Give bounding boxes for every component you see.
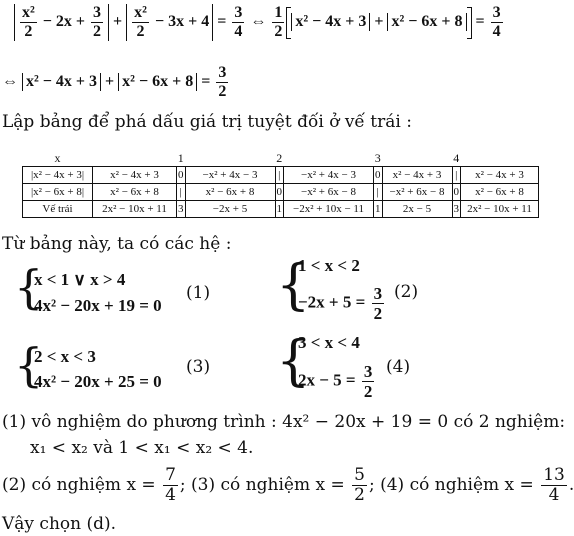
plus-sign: + <box>105 73 115 91</box>
system-3-tag: (3) <box>186 357 211 377</box>
abs-term-3: x² − 4x + 3 <box>291 13 370 31</box>
table-row <box>23 167 539 184</box>
text: (2) có nghiệm x = <box>2 475 156 495</box>
frac-num: x² <box>134 4 147 21</box>
table-cell: | <box>275 167 284 184</box>
system-2-line-1: 1 < x < 2 <box>298 256 360 275</box>
frac-num: 1 <box>274 4 283 21</box>
table-cell: | <box>177 184 186 201</box>
iff-symbol: ⇔ <box>250 13 267 31</box>
table-row <box>23 201 539 218</box>
header-cell: x <box>23 150 93 167</box>
equation-line-2 <box>2 64 230 101</box>
header-cell: 1 <box>177 150 184 165</box>
frac-den: 4 <box>165 485 176 505</box>
system-4-tag: (4) <box>386 357 411 377</box>
frac-den: 2 <box>373 304 383 323</box>
system-1-tag: (1) <box>186 283 211 303</box>
table-cell: 2x² − 10x + 11 <box>93 201 177 218</box>
abs-term-2 <box>126 4 213 41</box>
system-3-line-1: 2 < x < 3 <box>34 347 96 366</box>
system-4-line-2 <box>298 362 376 401</box>
frac-num: 7 <box>165 465 176 485</box>
eq-text: 2x − 5 = <box>298 370 356 390</box>
table-cell: | <box>374 184 383 201</box>
table-cell: −2x + 5 <box>185 201 275 218</box>
frac-num: 3 <box>218 64 227 81</box>
system-1-line-2: 4x² − 20x + 19 = 0 <box>34 296 162 315</box>
brace-3: { <box>14 338 44 392</box>
table-cell: 0 <box>275 184 284 201</box>
frac-num: 3 <box>234 4 243 21</box>
frac-num: 3 <box>492 4 501 21</box>
conclusion-1: (1) vô nghiệm do phương trình : 4x² − 20x + 19 = 0 có 2 nghiệm: <box>2 412 566 432</box>
frac-den: 2 <box>354 485 365 505</box>
frac-den: 2 <box>136 23 145 40</box>
brace-2: { <box>276 253 311 316</box>
table-cell: −x² + 6x − 8 <box>284 184 374 201</box>
table-cell: x² − 4x + 3 <box>461 167 539 184</box>
intro-table-text: Lập bảng để phá dấu giá trị tuyệt đối ở vế trái : <box>2 112 412 132</box>
frac-num: 3 <box>373 284 383 303</box>
table-cell: 0 <box>177 167 186 184</box>
abs-term-1 <box>14 4 109 41</box>
equals-sign: = <box>475 13 485 31</box>
table-cell: x² − 4x + 3 <box>382 167 452 184</box>
table-cell: 3 <box>177 201 186 218</box>
table-cell: 0 <box>452 184 461 201</box>
abs-term-1: x² − 4x + 3 <box>22 73 101 91</box>
conclusion-1b: x₁ < x₂ và 1 < x₁ < x₂ < 4. <box>30 438 254 458</box>
text: ; (4) có nghiệm x = <box>368 475 534 495</box>
system-2-tag: (2) <box>394 282 419 302</box>
table-cell: x² − 4x + 3 <box>93 167 177 184</box>
term-text: − 3x + 4 <box>154 13 210 31</box>
conclusion-2 <box>2 466 574 505</box>
system-2-line-2 <box>298 284 386 323</box>
table-cell: −x² + 6x − 8 <box>382 184 452 201</box>
frac-den: 4 <box>548 485 560 505</box>
table-row <box>23 184 539 201</box>
sign-table <box>22 150 539 218</box>
frac-den: 2 <box>218 83 227 100</box>
abs-term-2: x² − 6x + 8 <box>118 73 197 91</box>
final-answer: Vậy chọn (d). <box>2 514 117 534</box>
table-cell: 1 <box>275 201 284 218</box>
table-cell: x² − 6x + 8 <box>461 184 539 201</box>
table-cell: |x² − 6x + 8| <box>23 184 93 201</box>
frac-den: 2 <box>24 23 33 40</box>
table-cell: −2x² + 10x − 11 <box>284 201 374 218</box>
header-cell: 4 <box>453 150 460 165</box>
equation-line-1: $\frac{\text{x²}}{2}$ − 2x + $\frac{3}{2}$ + $\frac{\text{x²}}{2}$ − 3x + 4 = $\frac{3}{4}$ ⇔ $\frac{1}{2}$ x² − 4x + 3 + x² − 6x + 8 = $\frac{3}{4}$ <box>14 4 505 41</box>
frac-num: 3 <box>93 4 102 21</box>
bracket-right <box>467 7 472 39</box>
plus-sign: + <box>113 13 123 31</box>
text: . <box>568 475 574 495</box>
system-1-line-1: x < 1 ∨ x > 4 <box>34 270 126 289</box>
brace-1: { <box>14 260 44 314</box>
frac-den: 4 <box>492 23 501 40</box>
equals-sign: = <box>201 73 211 91</box>
table-cell: 2x − 5 <box>382 201 452 218</box>
brace-4: { <box>276 329 311 392</box>
frac-den: 2 <box>363 382 373 401</box>
text: ; (3) có nghiệm x = <box>179 475 345 495</box>
table-cell: −x² + 4x − 3 <box>284 167 374 184</box>
frac-num: 3 <box>363 362 373 381</box>
table-cell: x² − 6x + 8 <box>93 184 177 201</box>
abs-term-4: x² − 6x + 8 <box>387 13 466 31</box>
term-text: − 2x + <box>42 13 86 31</box>
table-cell: | <box>452 167 461 184</box>
iff-symbol: ⇔ <box>2 73 18 91</box>
table-cell: −x² + 4x − 3 <box>185 167 275 184</box>
table-cell: 1 <box>374 201 383 218</box>
frac-num: x² <box>22 4 35 21</box>
eq-text: −2x + 5 = <box>298 292 366 312</box>
table-cell: 2x² − 10x + 11 <box>461 201 539 218</box>
table-header-row <box>23 150 539 167</box>
header-cell: 3 <box>374 150 381 165</box>
header-cell: 2 <box>276 150 283 165</box>
equals-sign: = <box>217 13 227 31</box>
frac-den: 4 <box>234 23 243 40</box>
table-cell: 0 <box>374 167 383 184</box>
table-cell: 3 <box>452 201 461 218</box>
table-cell: Vế trái <box>23 201 93 218</box>
table-cell: x² − 6x + 8 <box>185 184 275 201</box>
intro-systems-text: Từ bảng này, ta có các hệ : <box>2 234 232 254</box>
system-3-line-2: 4x² − 20x + 25 = 0 <box>34 372 162 391</box>
frac-den: 2 <box>274 23 283 40</box>
system-4-line-1: 3 < x < 4 <box>298 333 360 352</box>
table-cell: |x² − 4x + 3| <box>23 167 93 184</box>
frac-num: 13 <box>543 465 565 485</box>
frac-num: 5 <box>354 465 365 485</box>
frac-den: 2 <box>93 23 102 40</box>
